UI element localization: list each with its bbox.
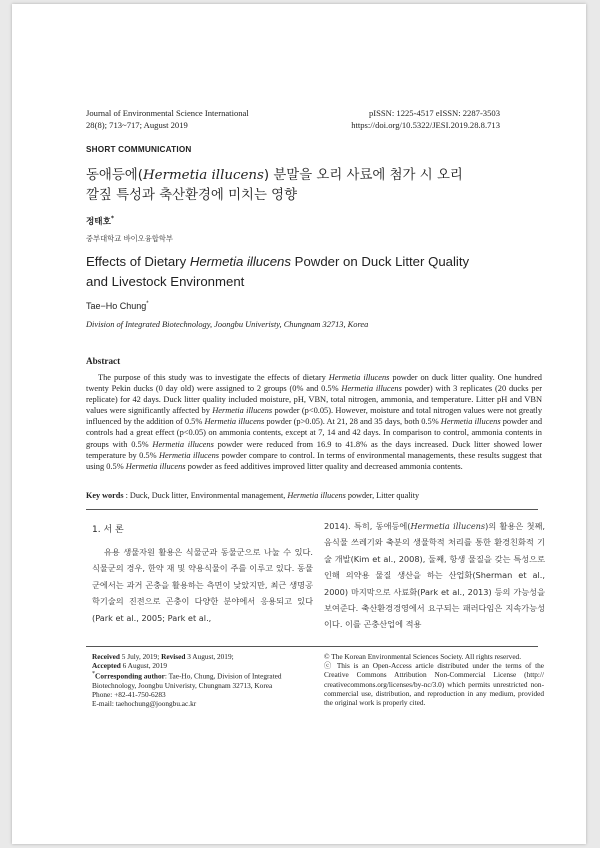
- keywords-label: Key words: [86, 491, 124, 500]
- keywords-species: Hermetia illucens: [287, 491, 346, 500]
- abstract-text: powder (p<0.05). However, moisture and total nitrogen values were not greatly influenced by the addition of 0.5%: [86, 406, 543, 427]
- english-title-text: Effects of Dietary: [86, 254, 190, 269]
- journal-info: [86, 108, 249, 131]
- abstract-species: Hermetia illucens: [328, 373, 390, 382]
- revised-label: Revised: [161, 652, 186, 661]
- accepted-label: Accepted: [92, 661, 121, 671]
- divider-line: [86, 509, 538, 510]
- section-label: SHORT COMMUNICATION: [86, 145, 192, 154]
- license-text: ⓒ This is an Open-Access article distributed under the terms of the Creative Commons Attribution Non-Commercial License (http:// creativecommons.org/licenses/by-nc/3.0) which permits unrestricted non-commercial use, distribution, and reproduction in any medium, provided the original work is properly cited.: [324, 661, 544, 708]
- intro-text-2: )의 활용은 첫째, 음식물 쓰레기와 축분의 생물학적 처리를 통한 환경친화적 기술 개발(Kim et al., 2008), 둘째, 항생 물질을 갖는 특성으로 인해 의약용 물질 생산을 하는 산업화(Sherman et al., 2000) 마지막으로 사료화(Park et al., 2013) 등의 가능성을 보여준다. 축산환경경영에서 요구되는 패러다임은 지속가능성이다. 이를 곤충산업에 적용: [324, 521, 545, 630]
- license-info: [324, 652, 544, 707]
- intro-paragraph: 유용 생물자원 활용은 식물군과 동물군으로 나눌 수 있다. 식물군의 경우, 한약 재 및 약용식물이 주를 이루고 있다. 동물군에서는 과거 곤충을 활용하는 측면이 낮았지만, 최근 생명공학기술의 진전으로 곤충이 다양한 분야에서 응용되고 있다(Park et al., 2005; Park et al.,: [92, 547, 313, 623]
- english-affiliation: Division of Integrated Biotechnology, Joongbu Univeristy, Chungnam 32713, Korea: [86, 320, 369, 329]
- journal-name: Journal of Environmental Science International: [86, 108, 249, 118]
- korean-affiliation: 중부대학교 바이오융합학부: [86, 234, 173, 243]
- email-link[interactable]: E-mail: taehochung@joongbu.ac.kr: [92, 699, 197, 709]
- corresponding-author: [92, 670, 312, 690]
- english-author-mark: *: [146, 301, 149, 307]
- english-title: [86, 252, 546, 291]
- abstract-text: The purpose of this study was to investigate the effects of dietary: [98, 373, 329, 382]
- keywords-text-2: powder, Litter quality: [345, 491, 420, 500]
- received-label: Received: [92, 652, 120, 661]
- keywords-text: : Duck, Duck litter, Environmental management,: [123, 491, 288, 500]
- accepted-line: [92, 661, 312, 670]
- abstract-text: powder were reduced from 16.9 to 41.8% as the days increased. Duck litter showed lower temperature by 0.5%: [86, 439, 542, 460]
- abstract-species: Hermetia illucens: [440, 417, 501, 427]
- journal-issn: pISSN: 1225-4517 eISSN: 2287-3503: [368, 108, 500, 118]
- journal-volume: 28(8); 713~717; August 2019: [86, 119, 188, 130]
- english-title-text-2: Powder on Duck Litter Quality: [291, 254, 470, 269]
- abstract-heading: Abstract: [86, 356, 121, 366]
- english-title-line2: and Livestock Environment: [86, 273, 245, 289]
- english-title-species: Hermetia illucens: [189, 254, 291, 269]
- received-date: 5 July, 2019;: [119, 652, 162, 661]
- korean-title-text: 동애등에(: [86, 168, 143, 183]
- intro-species: Hermetia illucens: [410, 521, 486, 531]
- korean-title-line2: 깔짚 특성과 축산환경에 미치는 영향: [86, 188, 298, 203]
- intro-left-column: [92, 544, 313, 626]
- korean-author-mark: *: [110, 215, 115, 223]
- abstract-species: Hermetia illucens: [152, 439, 214, 449]
- abstract-text: powder (p>0.05). At 21, 28 and 35 days, both 0.5%: [264, 417, 441, 427]
- keywords: [86, 490, 542, 501]
- korean-author-name: 정태호: [86, 217, 111, 227]
- accepted-date: 6 August, 2019: [120, 661, 167, 671]
- received-line: [92, 652, 312, 661]
- korean-title-species: Hermetia illucens: [142, 168, 264, 183]
- abstract-species: Hermetia illucens: [212, 406, 273, 416]
- intro-text: 2014). 특히, 동애등에(: [324, 521, 411, 531]
- corresponding-text: : Tae-Ho, Chung, Division of Integrated Biotechnology, Joongbu Univeristy, Chungnam 32713, Korea: [92, 671, 282, 691]
- article-dates: [92, 652, 312, 709]
- journal-doi-link[interactable]: https://doi.org/10.5322/JESI.2019.28.8.713: [351, 119, 500, 130]
- intro-right-column: [324, 518, 545, 633]
- phone: Phone: +82-41-750-6283: [92, 690, 166, 700]
- korean-author: [86, 215, 114, 227]
- abstract-text: powder compare to control. In terms of environmental managements, these results suggest that using 0.5%: [86, 450, 543, 471]
- footer-divider: [86, 646, 538, 647]
- revised-date: 3 August, 2019;: [185, 652, 234, 661]
- abstract-body: [86, 372, 542, 472]
- corresponding-mark: *: [92, 671, 96, 678]
- corresponding-label: Corresponding author: [95, 671, 165, 681]
- journal-identifiers: [260, 108, 500, 131]
- abstract-text: powder and controls had a great effect (p<0.05) on ammonia contents, except at 7, 14 and 42 days. In comparison to control, ammonia contents in groups with 0.5%: [86, 417, 543, 449]
- abstract-text: powder) with 3 replicates (20 ducks per replicate) for 42 days. Duck litter quality included moisture, pH, VBN, total nitrogen, ammonia, and temperature. Litter pH and VBN values were significantly affected by: [86, 384, 543, 416]
- english-author: [86, 301, 149, 311]
- paper-page: [12, 4, 586, 844]
- abstract-species: Hermetia illucens: [204, 417, 265, 427]
- abstract-text: powder on duck litter quality. One hundred twenty Pekin ducks (0 day old) were assigned to 2 groups (0% and 0.5%: [86, 373, 542, 394]
- abstract-text: powder as feed additives improved litter quality and decreased ammonia contents.: [185, 461, 463, 471]
- english-author-name: Tae−Ho Chung: [86, 301, 147, 311]
- copyright-text: © The Korean Environmental Sciences Society. All rights reserved.: [324, 652, 522, 661]
- korean-title: [86, 166, 526, 206]
- abstract-species: Hermetia illucens: [158, 450, 220, 460]
- korean-title-text-2: ) 분말을 오리 사료에 첨가 시 오리: [263, 168, 463, 183]
- intro-heading: 1. 서 론: [92, 525, 124, 535]
- abstract-species: Hermetia illucens: [125, 461, 186, 471]
- abstract-species: Hermetia illucens: [341, 384, 402, 394]
